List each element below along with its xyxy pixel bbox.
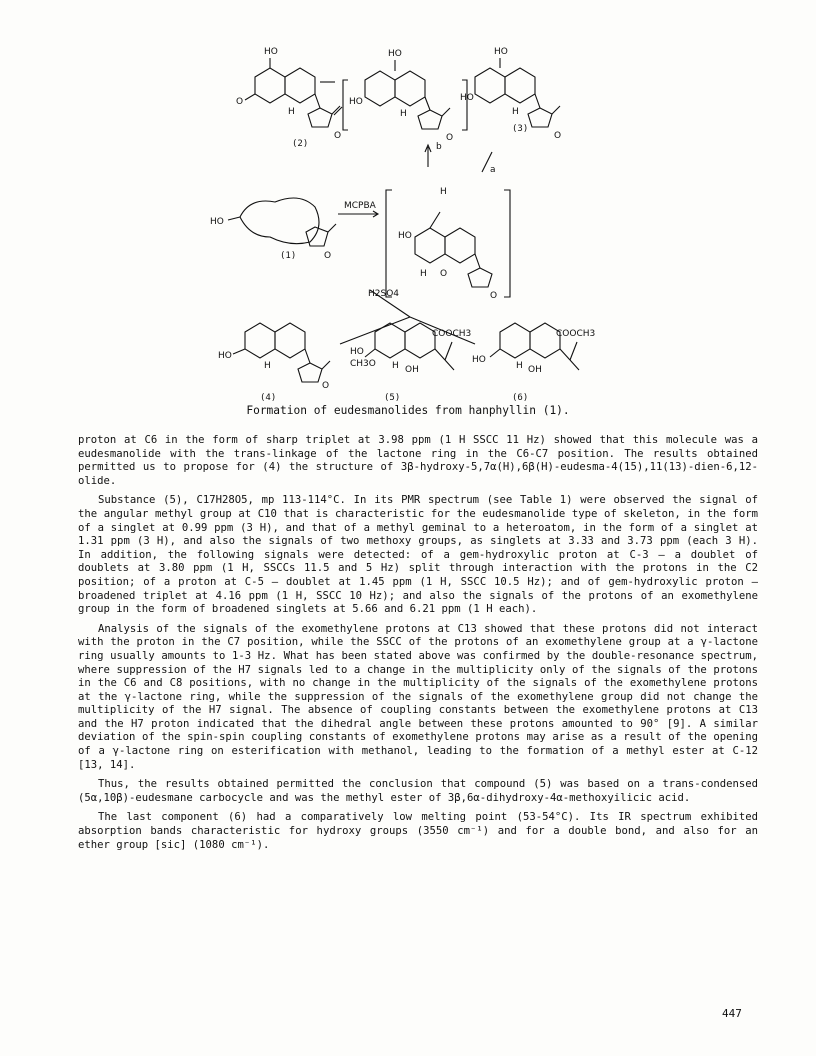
structure-compound-4: [233, 323, 330, 382]
label-h-5: H: [392, 361, 399, 371]
reaction-scheme-figure: [200, 32, 620, 407]
label-compound-5: (5): [384, 393, 401, 403]
label-h-int: H: [400, 109, 407, 119]
label-h-2: H: [288, 107, 295, 117]
label-arrow-b: b: [436, 142, 442, 152]
label-ho-3: HO: [494, 47, 508, 57]
paragraph: Analysis of the signals of the exomethylene protons at C13 showed that these protons did not interact with the proton in the C7 position, while the SSCC of the protons of an exomethylene group at a γ-lactone ring usually amounts to 1-3 Hz. What has been stated above was confirmed by the double-resonance spectrum, where suppression of the H7 signals led to a change in the multiplicity only of the signals of the protons in the C6 and C8 positions, with no change in the multiplicity of the signals of the exomethylene protons at the γ-lactone ring, while the suppression of the signals of the exomethylene group did not change the multiplicity of the H7 signal. The absence of coupling constants between the exomethylene protons at C13 and the H7 proton indicated that the dihedral angle between these protons amounted to 90° [9]. A similar deviation of the spin-spin coupling constants of exomethylene protons may arise as a result of the opening of a γ-lactone ring on esterification with methanol, leading to the formation of a methyl ester at C-12 [13, 14].: [78, 622, 758, 771]
label-ho-epox: HO: [398, 231, 412, 241]
label-h-epox: H: [420, 269, 427, 279]
label-ho-int-2: HO: [349, 97, 363, 107]
label-o-lactone-2: O: [334, 131, 342, 141]
label-reagent-mcpba: MCPBA: [344, 201, 376, 211]
label-cooch3-5: COOCH3: [432, 329, 472, 339]
label-o-1: O: [324, 251, 332, 261]
label-compound-3: (3): [512, 124, 529, 134]
label-o-3: O: [554, 131, 562, 141]
structure-epoxide-intermediate: [386, 190, 510, 297]
page-number: 447: [722, 1007, 742, 1020]
label-h-6: H: [516, 361, 523, 371]
label-oh-5: OH: [405, 365, 419, 375]
label-ho-4: HO: [218, 351, 232, 361]
reaction-scheme-svg: [200, 32, 620, 407]
paragraph: proton at C6 in the form of sharp triplet at 3.98 ppm (1 H SSCC 11 Hz) showed that this molecule was a eudesmanolide with the trans-linkage of the lactone ring in the C6-C7 position. The results obtained permitted us to propose for (4) the structure of 3β-hydroxy-5,7α(H),6β(H)-eudesma-4(15),11(13)-dien-6,12-olide.: [78, 434, 758, 487]
structure-intermediate: [343, 60, 467, 130]
label-cooch3-6: COOCH3: [556, 329, 596, 339]
paragraph: Substance (5), C17H28O5, mp 113-114°C. In its PMR spectrum (see Table 1) were observed the signal of the angular methyl group at C10 that is characteristic for the eudesmanolide type of skeleton, in the form of a singlet at 0.99 ppm (3 H), and that of a methyl geminal to a heteroatom, in the form of a singlet at 1.31 ppm (3 H), and also the signals of two methoxy groups, as singlets at 3.33 and 3.73 ppm (each 3 H). In addition, the following signals were detected: of a gem-hydroxylic proton at C-3 — a doublet of doublets at 3.80 ppm (1 H, SSCCs 11.5 and 5 Hz) split through interaction with the protons in the C2 position; of a proton at C-5 — doublet at 1.45 ppm (1 H, SSCC 10.5 Hz); and of gem-hydroxylic proton — broadened triplet at 4.16 ppm (1 H, SSCC 10 Hz); and also the signals of the protons of an exomethylene group in the form of broadened singlets at 5.66 and 6.21 ppm (1 H each).: [78, 494, 758, 616]
paragraph: The last component (6) had a comparatively low melting point (53-54°C). Its IR spectrum exhibited absorption bands characteristic for hydroxy groups (3550 cm⁻¹) and for a double bond, and also for an ether group [sic] (1080 cm⁻¹).: [78, 811, 758, 851]
label-compound-2: (2): [292, 139, 309, 149]
label-o-2: O: [236, 97, 244, 107]
label-ch3o-5: CH3O: [350, 359, 376, 369]
label-o-4: O: [322, 381, 330, 391]
label-h-4: H: [264, 361, 271, 371]
label-h-3: H: [512, 107, 519, 117]
label-h-plus: H: [440, 187, 447, 197]
label-compound-6: (6): [512, 393, 529, 403]
structure-compound-1: [228, 198, 336, 246]
label-reagent-h2so4: H2SO4: [368, 289, 400, 299]
label-ho-3b: HO: [460, 93, 474, 103]
body-text: [78, 434, 758, 858]
paragraph: Thus, the results obtained permitted the conclusion that compound (5) was based on a trans-condensed (5α,10β)-eudesmane carbocycle and was the methyl ester of 3β,6α-dihydroxy-4α-methoxyilicic acid.: [78, 778, 758, 804]
label-ho-1: HO: [210, 217, 224, 227]
label-ho-5: HO: [350, 347, 364, 357]
label-compound-4: (4): [260, 393, 277, 403]
label-ho-6: HO: [472, 355, 486, 365]
label-o-epox: O: [440, 269, 448, 279]
label-oh-6: OH: [528, 365, 542, 375]
label-o-int: O: [446, 133, 454, 143]
label-arrow-a: a: [490, 165, 496, 175]
label-o-epox-lac: O: [490, 291, 498, 301]
label-compound-1: (1): [280, 251, 297, 261]
label-ho-2: HO: [264, 47, 278, 57]
label-ho-int: HO: [388, 49, 402, 59]
figure-caption: Formation of eudesmanolides from hanphyllin (1).: [246, 404, 570, 417]
